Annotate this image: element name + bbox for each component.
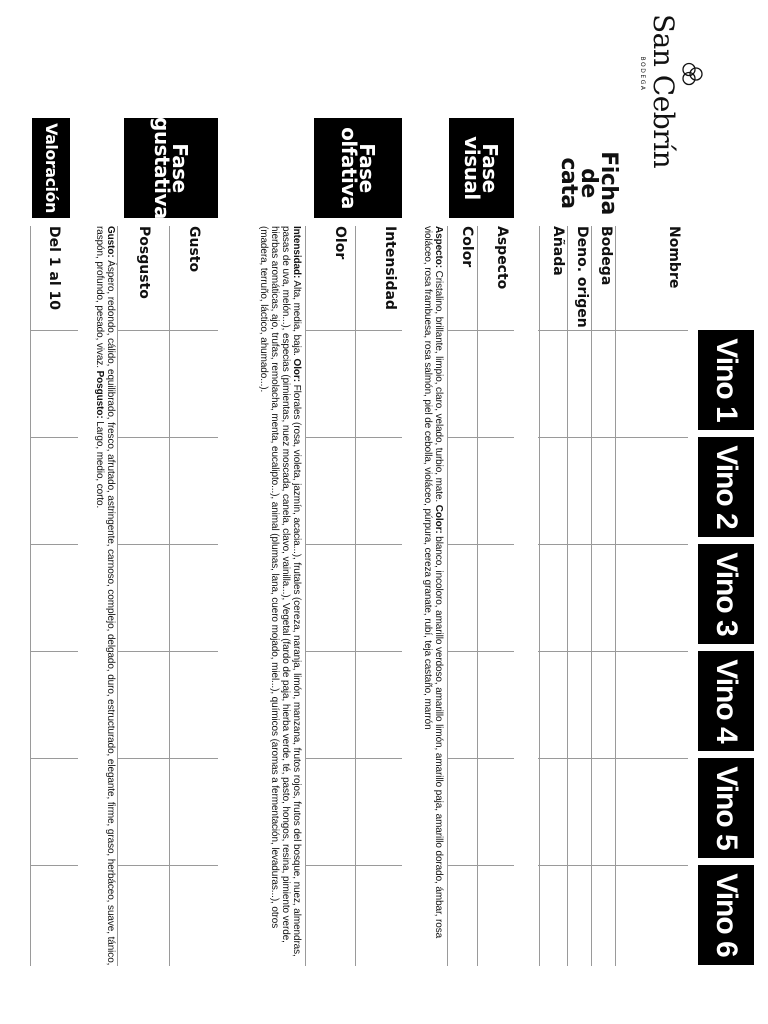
sheet-title: [556, 138, 621, 228]
sheet-title-line: cata: [556, 157, 581, 209]
label-color: Color: [459, 226, 475, 268]
wine-header-6: Vino 6: [698, 865, 754, 965]
label-rating-scale: Del 1 al 10: [46, 226, 62, 311]
brand-name: San Cebrín: [647, 14, 680, 169]
label-taste: Gusto: [186, 226, 202, 273]
wine-header-4: Vino 4: [698, 651, 754, 751]
label-origin: Deno. origen: [574, 226, 590, 328]
wine-header-3: Vino 3: [698, 544, 754, 644]
visual-help-text: Aspecto: Cristalino, brillante, limpio, claro, velado, turbio, mate. Color: blanco, incoloro, amarillo verdoso, amarillo limón, amarillo paja, amarillo dorado, ámbar, rosa violáceo, rosa frambuesa, rosa salmón, piel de cebolla, violáceo, púrpura, cereza granate, rubí, teja castaño, marrón: [422, 226, 444, 939]
phase-rating: Valoración: [32, 118, 70, 218]
phase-gustatory: Fase gustativa: [124, 118, 218, 218]
label-name: Nombre: [666, 226, 682, 289]
label-aftertaste: Posgusto: [136, 226, 152, 299]
sheet-title-line: Ficha: [596, 151, 621, 215]
phase-olfactory: Fase olfativa: [314, 118, 402, 218]
label-smell: Olor: [332, 226, 348, 260]
sheet-title-line: de: [576, 168, 601, 198]
phase-visual: Fase visual: [449, 118, 514, 218]
wine-header-2: Vino 2: [698, 437, 754, 537]
gustatory-help-text: Gusto: Áspero, redondo, cálido, equilibrado, fresco, afrutado, astringente, carnoso, complejo, delgado, duro, estructurado, elegante, firme, graso, herbáceo, suave, tánico, raspón, profundo, pesado, vivaz. Posgusto: Largo, medio, corto.: [94, 226, 116, 966]
logo: [624, 14, 704, 169]
olfactory-help-text: Intensidad: Alta, media, baja. Olor: Florales (rosa, violeta, jazmín, acacia...), frutales (cereza, naranja, limón, manzana, frutos rojos, frutos del bosque, nuez, almendras, pasas de uva, melón...), especias (pimientas, nuez moscada, canela, clavo, vainilla...), Vegetal (fardo de paja, hierba verde, té, pasto, hongos, resina, pimiento verde, hierbas aromáticas, ajo, trufas, remolacha, menta, eucalipto...), animal (plumas, lana, cuero mojado, miel...), químicos (aromas a fermentación, levaduras...), otros (madera, terruño, láctico, ahumado...).: [258, 226, 302, 957]
label-intensity: Intensidad: [382, 226, 398, 310]
label-vintage: Añada: [550, 226, 566, 276]
triquetra-icon: [680, 62, 704, 86]
label-appearance: Aspecto: [494, 226, 510, 290]
label-winery: Bodega: [598, 226, 614, 286]
wine-header-1: Vino 1: [698, 330, 754, 430]
wine-header-5: Vino 5: [698, 758, 754, 858]
brand-subtitle: BODEGA: [639, 56, 646, 92]
